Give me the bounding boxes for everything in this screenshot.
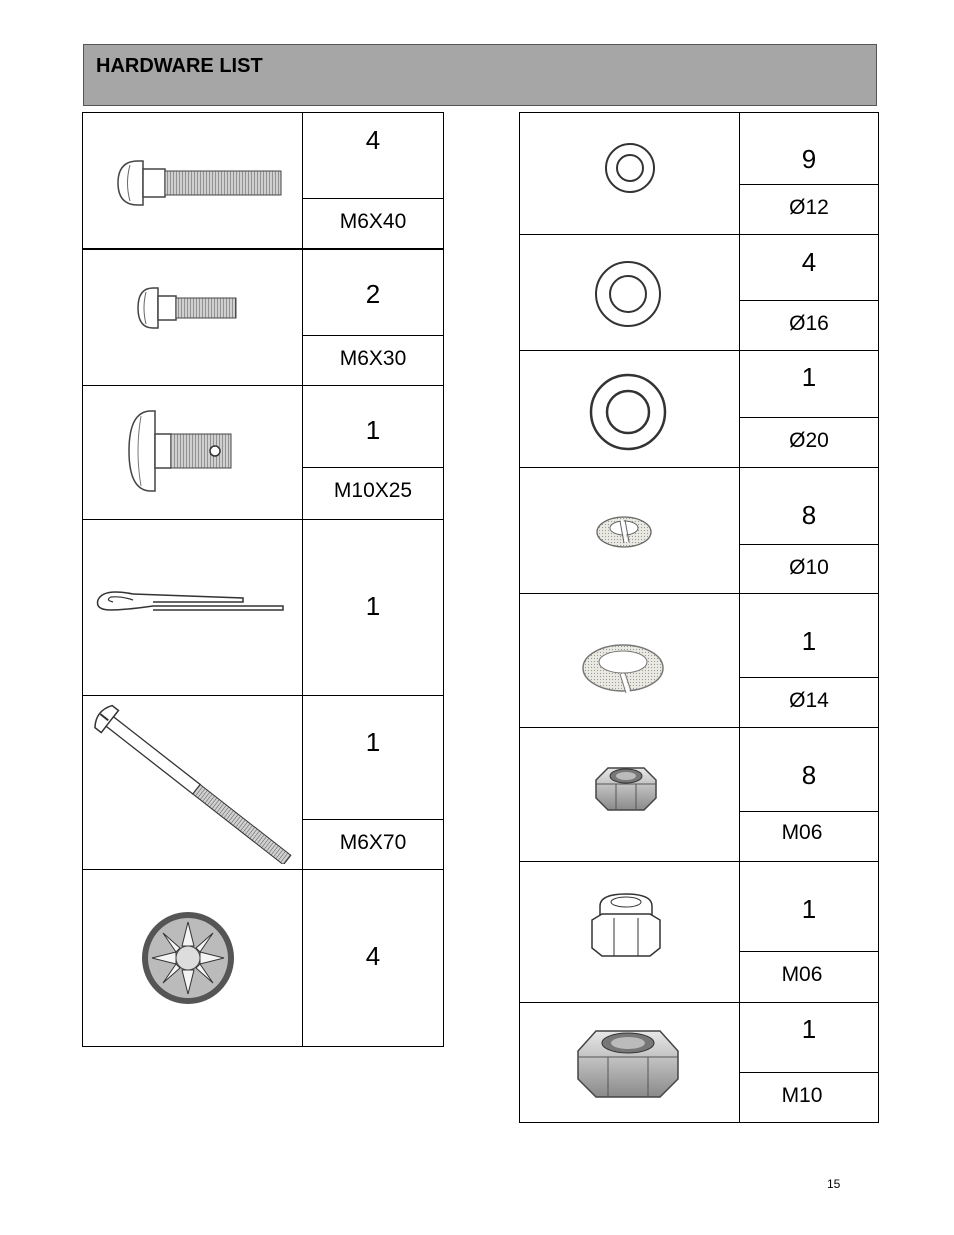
nylon-lock-nut-icon xyxy=(586,890,666,962)
quantity-value: 4 xyxy=(365,941,381,971)
drilled-carriage-bolt-icon xyxy=(123,406,253,501)
image-cell xyxy=(82,869,303,1047)
quantity-value: 4 xyxy=(365,125,381,155)
quantity-cell xyxy=(739,112,879,185)
quantity-value: 8 xyxy=(801,760,817,790)
size-cell xyxy=(739,544,879,594)
size-value: M10 xyxy=(781,1084,823,1107)
image-cell xyxy=(519,350,740,468)
quantity-value: 8 xyxy=(801,500,817,530)
quantity-cell xyxy=(302,519,444,696)
hex-nut-large-icon xyxy=(572,1023,684,1105)
quantity-cell xyxy=(739,350,879,418)
quantity-value: 1 xyxy=(801,1014,817,1044)
quantity-value: 1 xyxy=(365,591,381,621)
carriage-bolt-long-icon xyxy=(113,133,283,233)
hex-nut-icon xyxy=(588,762,664,818)
quantity-cell xyxy=(739,727,879,812)
size-value: M06 xyxy=(781,963,823,986)
size-value: M6X70 xyxy=(339,831,407,854)
quantity-cell xyxy=(739,593,879,678)
quantity-value: 1 xyxy=(365,415,381,445)
size-value: M10X25 xyxy=(333,479,413,502)
size-value: Ø12 xyxy=(789,196,829,219)
image-cell xyxy=(519,727,740,862)
size-value: M6X30 xyxy=(339,347,407,370)
size-value: M6X40 xyxy=(339,210,407,233)
quantity-cell xyxy=(302,112,444,199)
image-cell xyxy=(519,593,740,728)
flat-washer-large-icon xyxy=(587,371,669,453)
spring-washer-large-icon xyxy=(578,636,668,696)
size-cell xyxy=(302,819,444,870)
size-value: Ø20 xyxy=(789,429,829,452)
page-number: 15 xyxy=(827,1177,841,1191)
quantity-cell xyxy=(739,234,879,301)
quantity-value: 1 xyxy=(365,727,381,757)
image-cell xyxy=(82,519,303,696)
size-value: Ø16 xyxy=(789,312,829,335)
size-cell xyxy=(739,811,879,862)
size-cell xyxy=(739,677,879,728)
image-cell xyxy=(519,467,740,594)
quantity-cell xyxy=(302,869,444,1047)
quantity-value: 1 xyxy=(801,362,817,392)
round-head-bolt-icon xyxy=(93,704,298,864)
quantity-cell xyxy=(302,385,444,468)
size-cell xyxy=(739,184,879,235)
size-cell xyxy=(739,300,879,351)
hardware-list-header xyxy=(83,44,877,106)
quantity-value: 1 xyxy=(801,894,817,924)
quantity-cell xyxy=(739,467,879,545)
quantity-cell xyxy=(739,861,879,952)
size-cell xyxy=(302,335,444,386)
page-title: HARDWARE LIST xyxy=(96,55,263,77)
size-cell xyxy=(739,417,879,468)
quantity-value: 1 xyxy=(801,626,817,656)
carriage-bolt-short-icon xyxy=(133,278,253,358)
flat-washer-small-icon xyxy=(600,138,660,198)
image-cell xyxy=(82,385,303,520)
size-value: M06 xyxy=(781,821,823,844)
quantity-value: 4 xyxy=(801,247,817,277)
quantity-cell xyxy=(302,695,444,820)
size-cell xyxy=(302,198,444,249)
quantity-cell xyxy=(302,249,444,336)
quantity-cell xyxy=(739,1002,879,1073)
size-value: Ø10 xyxy=(789,556,829,579)
image-cell xyxy=(519,112,740,235)
image-cell xyxy=(82,112,303,249)
image-cell xyxy=(82,695,303,870)
flat-washer-medium-icon xyxy=(592,258,664,330)
image-cell xyxy=(519,234,740,351)
image-cell xyxy=(519,1002,740,1123)
push-nut-cap-icon xyxy=(138,908,238,1008)
image-cell xyxy=(519,861,740,1003)
cotter-pin-icon xyxy=(93,580,293,630)
size-value: Ø14 xyxy=(789,689,829,712)
image-cell xyxy=(82,249,303,386)
size-cell xyxy=(739,1072,879,1123)
quantity-value: 2 xyxy=(365,279,381,309)
quantity-value: 9 xyxy=(801,144,817,174)
spring-washer-small-icon xyxy=(592,508,656,552)
size-cell xyxy=(302,467,444,520)
size-cell xyxy=(739,951,879,1003)
